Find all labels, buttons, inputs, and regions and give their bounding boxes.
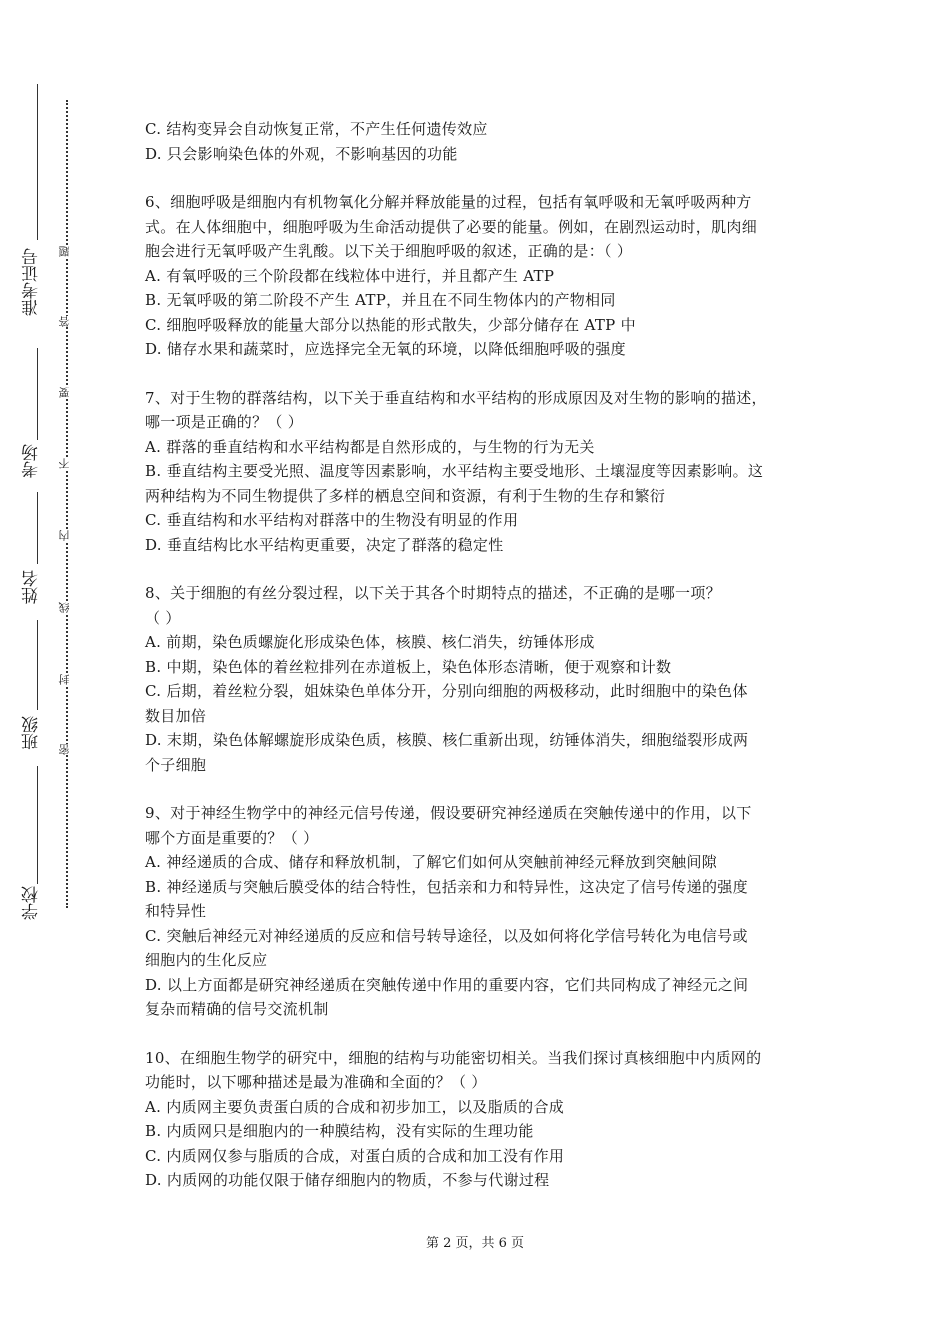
option-a: A. 前期，染色质螺旋化形成染色体，核膜、核仁消失，纺锤体形成 <box>145 633 595 651</box>
option-d: D. 末期，染色体解螺旋形成染色质，核膜、核仁重新出现，纺锤体消失，细胞缢裂形成两 <box>145 731 749 749</box>
binding-char-bu: 不 <box>58 458 74 469</box>
field-label-name: 姓名 <box>22 570 42 604</box>
question-8 <box>145 581 810 777</box>
question-9 <box>145 801 810 1022</box>
field-label-class: 班级 <box>22 716 42 750</box>
option-c-continued: 细胞内的生化反应 <box>145 951 268 969</box>
question-stem-line: 哪一项是正确的？（ ） <box>145 413 304 431</box>
question-5-continued <box>145 117 810 166</box>
question-stem-line: 9、对于神经生物学中的神经元信号传递，假设要研究神经递质在突触传递中的作用，以下 <box>145 804 752 822</box>
option-c: C. 垂直结构和水平结构对群落中的生物没有明显的作用 <box>145 511 519 529</box>
field-line-name <box>37 492 38 564</box>
field-line-exam-number <box>37 84 38 240</box>
binding-char-nei: 内 <box>58 530 74 541</box>
question-stem-line: 哪个方面是重要的？（ ） <box>145 828 319 847</box>
field-label-exam-number: 准考证号 <box>22 248 42 316</box>
question-10 <box>145 1046 810 1193</box>
field-label-school: 学校 <box>22 886 42 920</box>
option-b-continued: 和特异性 <box>145 902 207 920</box>
field-line-class <box>37 620 38 710</box>
question-7 <box>145 386 810 558</box>
option-c: C. 突触后神经元对神经递质的反应和信号转导途径，以及如何将化学信号转化为电信号或 <box>145 926 748 945</box>
page-number-footer: 第 2 页，共 6 页 <box>425 1236 525 1251</box>
question-stem-line: 10、在细胞生物学的研究中，细胞的结构与功能密切相关。当我们探讨真核细胞中内质网的 <box>145 1048 762 1067</box>
binding-char-da: 答 <box>58 316 74 327</box>
binding-char-mi: 密 <box>58 744 74 755</box>
question-stem-line: 式。在人体细胞中，细胞呼吸为生命活动提供了必要的能量。例如，在剧烈运动时，肌肉细 <box>145 217 758 236</box>
option-d: D. 只会影响染色体的外观，不影响基因的功能 <box>145 144 458 163</box>
option-c-continued: 数目加倍 <box>145 706 207 725</box>
option-b: B. 无氧呼吸的第二阶段不产生 ATP，并且在不同生物体内的产物相同 <box>145 291 616 309</box>
option-c: C. 内质网仅参与脂质的合成，对蛋白质的合成和加工没有作用 <box>145 1146 565 1165</box>
question-stem-line: 功能时，以下哪种描述是最为准确和全面的？（ ） <box>145 1073 487 1091</box>
binding-char-xian: 线 <box>58 602 74 613</box>
option-a: A. 有氧呼吸的三个阶段都在线粒体中进行，并且都产生 ATP <box>145 266 555 285</box>
field-line-exam-room <box>37 348 38 440</box>
option-d: D. 内质网的功能仅限于储存细胞内的物质，不参与代谢过程 <box>145 1171 550 1189</box>
binding-char-ti: 题 <box>58 246 74 257</box>
option-a: A. 神经递质的合成、储存和释放机制，了解它们如何从突触前神经元释放到突触间隙 <box>145 853 718 871</box>
binding-char-feng: 封 <box>58 674 74 685</box>
question-stem-line: 8、关于细胞的有丝分裂过程，以下关于其各个时期特点的描述，不正确的是哪一项？ <box>145 584 721 602</box>
field-line-school <box>37 766 38 884</box>
option-b-continued: 两种结构为不同生物提供了多样的栖息空间和资源，有利于生物的生存和繁衍 <box>145 486 666 505</box>
question-list <box>145 117 810 1217</box>
question-stem-line: 7、对于生物的群落结构，以下关于垂直结构和水平结构的形成原因及对生物的影响的描述， <box>145 388 767 407</box>
binding-dotted-line <box>66 100 68 908</box>
option-d-continued: 复杂而精确的信号交流机制 <box>145 1000 329 1018</box>
option-b: B. 内质网只是细胞内的一种膜结构，没有实际的生理功能 <box>145 1122 534 1140</box>
question-6 <box>145 190 810 362</box>
question-stem-line: （ ） <box>145 608 181 627</box>
option-d: D. 储存水果和蔬菜时，应选择完全无氧的环境，以降低细胞呼吸的强度 <box>145 340 626 358</box>
option-a: A. 内质网主要负责蛋白质的合成和初步加工，以及脂质的合成 <box>145 1097 565 1116</box>
option-d-continued: 个子细胞 <box>145 755 207 774</box>
option-a: A. 群落的垂直结构和水平结构都是自然形成的，与生物的行为无关 <box>145 437 595 456</box>
field-label-exam-room: 考场 <box>22 444 42 478</box>
option-c: C. 结构变异会自动恢复正常，不产生任何遗传效应 <box>145 120 488 138</box>
option-b: B. 神经递质与突触后膜受体的结合特性，包括亲和力和特异性，这决定了信号传递的强度 <box>145 877 748 896</box>
question-stem-line: 6、细胞呼吸是细胞内有机物氧化分解并释放能量的过程，包括有氧呼吸和无氧呼吸两种方 <box>145 193 752 211</box>
exam-binding-sidebar <box>0 0 100 1344</box>
option-d: D. 垂直结构比水平结构更重要，决定了群落的稳定性 <box>145 535 504 554</box>
question-stem-line: 胞会进行无氧呼吸产生乳酸。以下关于细胞呼吸的叙述，正确的是：（ ） <box>145 242 633 260</box>
option-b: B. 中期，染色体的着丝粒排列在赤道板上，染色体形态清晰，便于观察和计数 <box>145 657 672 676</box>
option-c: C. 后期，着丝粒分裂，姐妹染色单体分开，分别向细胞的两极移动，此时细胞中的染色体 <box>145 682 748 700</box>
option-b: B. 垂直结构主要受光照、温度等因素影响，水平结构主要受地形、土壤湿度等因素影响。这 <box>145 462 764 480</box>
binding-char-yao: 要 <box>58 387 74 398</box>
option-d: D. 以上方面都是研究神经递质在突触传递中作用的重要内容，它们共同构成了神经元之间 <box>145 975 749 994</box>
option-c: C. 细胞呼吸释放的能量大部分以热能的形式散失，少部分储存在 ATP 中 <box>145 315 636 334</box>
